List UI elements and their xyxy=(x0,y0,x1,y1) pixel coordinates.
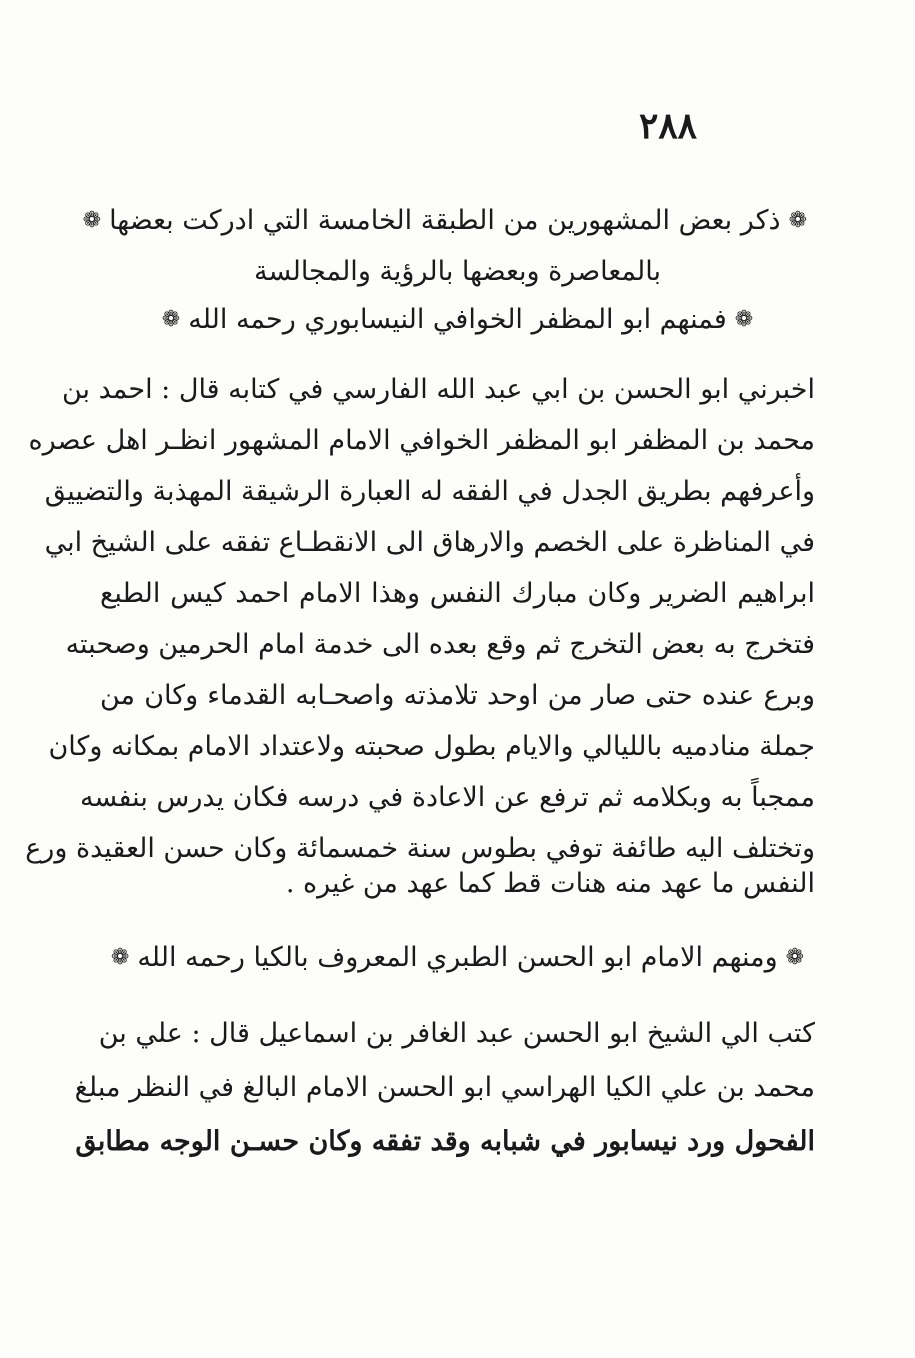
text-line: كتب الي الشيخ ابو الحسن عبد الغافر بن اسماعيل قال : علي بن xyxy=(98,1018,815,1049)
chapter-heading xyxy=(82,205,815,237)
text-line: اخبرني ابو الحسن بن ابي عبد الله الفارسي في كتابه قال : احمد بن xyxy=(61,374,815,405)
text-line: ابراهيم الضرير وكان مبارك النفس وهذا الامام احمد كيس الطبع xyxy=(100,578,815,609)
subheading-kiya-text: ومنهم الامام ابو الحسن الطبري المعروف بالكيا رحمه الله xyxy=(137,942,778,973)
text-line: وتختلف اليه طائفة توفي بطوس سنة خمسمائة وكان حسن العقيدة ورع xyxy=(25,833,815,864)
ornament-icon: ❁ xyxy=(785,945,805,971)
text-line: فتخرج به بعض التخرج ثم وقع بعده الى خدمة امام الحرمين وصحبته xyxy=(65,629,815,660)
ornament-icon: ❁ xyxy=(734,307,754,333)
text-line: محمد بن المظفر ابو المظفر الخوافي الامام المشهور انظـر اهل عصره xyxy=(28,425,815,456)
text-line: محمد بن علي الكيا الهراسي ابو الحسن الامام البالغ في النظر مبلغ xyxy=(74,1072,815,1103)
ornament-icon: ❁ xyxy=(161,307,181,333)
subheading-khawafi-text: فمنهم ابو المظفر الخوافي النيسابوري رحمه الله xyxy=(188,304,727,335)
ornament-icon: ❁ xyxy=(788,208,807,234)
text-line: ممجباً به وبكلامه ثم ترفع عن الاعادة في درسه فكان يدرس بنفسه xyxy=(79,782,815,813)
chapter-heading-line1: ذكر بعض المشهورين من الطبقة الخامسة التي ادركت بعضها xyxy=(109,205,781,236)
text-line: الفحول ورد نيسابور في شبابه وقد تفقه وكان حسـن الوجه مطابق xyxy=(75,1126,815,1157)
text-line: وبرع عنده حتى صار من اوحد تلامذته واصحـابه القدماء وكان من xyxy=(100,680,815,711)
subheading-kiya xyxy=(100,942,815,974)
ornament-icon: ❁ xyxy=(110,945,130,971)
page-number: ٢٨٨ xyxy=(638,105,697,147)
subheading-khawafi xyxy=(100,304,815,336)
chapter-heading-line2: بالمعاصرة وبعضها بالرؤية والمجالسة xyxy=(254,256,661,287)
text-line: وأعرفهم بطريق الجدل في الفقه له العبارة الرشيقة المهذبة والتضييق xyxy=(44,476,815,507)
text-line: النفس ما عهد منه هنات قط كما عهد من غيره . xyxy=(285,868,815,899)
ornament-icon: ❁ xyxy=(82,208,102,234)
text-line: في المناظرة على الخصم والارهاق الى الانقطـاع تفقه على الشيخ ابي xyxy=(44,527,815,558)
text-line: جملة منادميه بالليالي والايام بطول صحبته ولاعتداد الامام بمكانه وكان xyxy=(48,731,815,762)
